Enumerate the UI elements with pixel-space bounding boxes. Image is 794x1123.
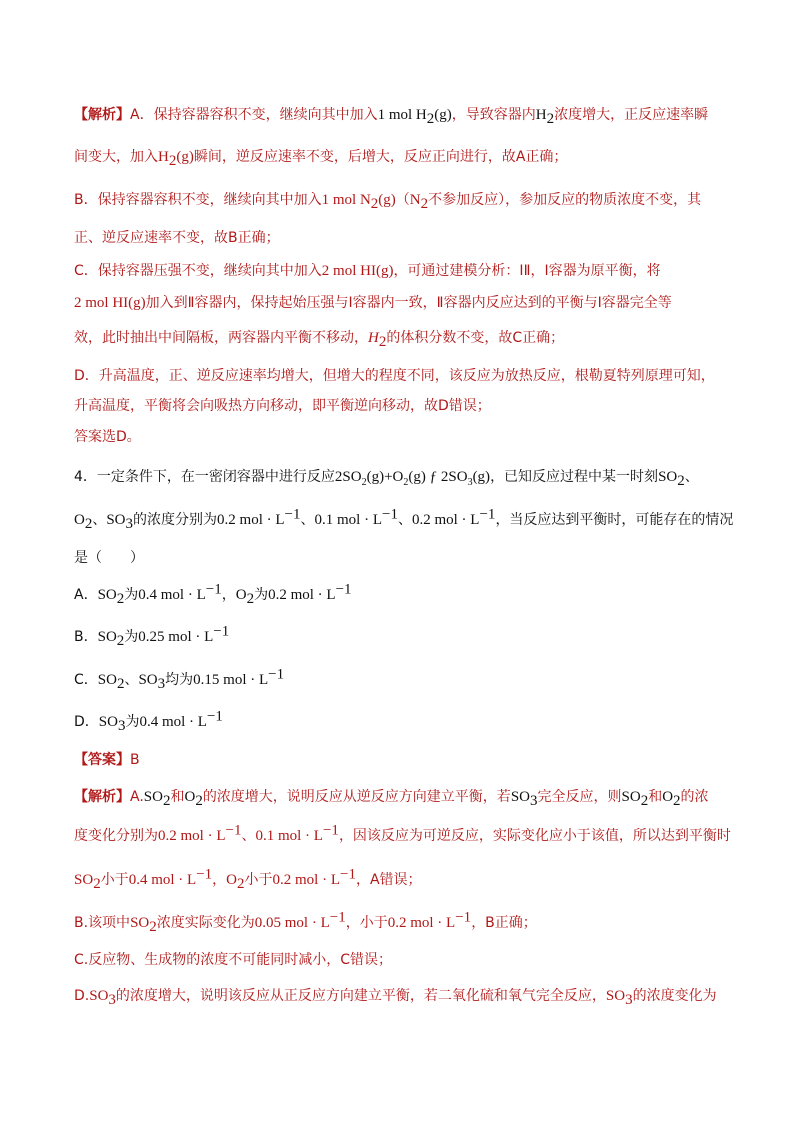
q3-analysis-line-5: C．保持容器压强不变，继续向其中加入2 mol HI(g)，可通过建模分析：ⅠⅡ，Ⅰ容器为原平衡，将: [74, 263, 661, 279]
q3-analysis-line-7: 效，此时抽出中间隔板，两容器内平衡不移动，$H_2$的体积分数不变，故C正确；: [74, 330, 565, 350]
q3-analysis-line-10: 答案选D。: [74, 429, 141, 445]
q4-stem-line-2: $O_2$、$SO_3$的浓度分别为0.2 mol · $L^{-1}$、0.1 mol · $L^{-1}$、0.2 mol · $L^{-1}$，当反应达到平衡时，可能存在的情况: [74, 506, 734, 532]
q4-option-b: B．$SO_2$为0.25 mol · $L^{-1}$: [74, 623, 230, 649]
q3-analysis-line-9: 升高温度，平衡将会向吸热方向移动，即平衡逆向移动，故D错误；: [74, 398, 491, 414]
q4-option-a: A．$SO_2$为0.4 mol · $L^{-1}$，$O_2$为0.2 mol · $L^{-1}$: [74, 581, 352, 607]
q3-analysis-line-4: 正、逆反应速率不变，故B正确；: [74, 230, 280, 246]
q4-analysis-line-2: 度变化分别为0.2 mol · $L^{-1}$、0.1 mol · $L^{-1}$，因该反应为可逆反应，实际变化应小于该值，所以达到平衡时: [74, 822, 731, 844]
reaction-equation: $2SO_2(g)+O_2(g)$ ƒ $2SO_3(g)$: [334, 469, 491, 488]
q4-analysis-line-6: $D.SO_3$的浓度增大，说明该反应从正反应方向建立平衡，若二氧化硫和氧气完全反应，$SO_3$的浓度变化为: [74, 988, 717, 1008]
q4-option-c: C．$SO_2$、$SO_3$均为0.15 mol · $L^{-1}$: [74, 666, 285, 692]
q4-analysis-line-1: 【解析】$A.SO_2$和$O_2$的浓度增大，说明反应从逆反应方向建立平衡，若$SO_3$完全反应，则$SO_2$和$O_2$的浓: [74, 789, 709, 809]
q3-analysis-line-3: B．保持容器容积不变，继续向其中加入1 mol $N_2(g)(N_2$不参加反应），参加反应的物质浓度不变，其: [74, 192, 702, 212]
q3-analysis-line-6: 2 mol HI(g)加入到Ⅱ容器内，保持起始压强与Ⅰ容器内一致，Ⅱ容器内反应达到的平衡与Ⅰ容器完全等: [74, 295, 672, 311]
q4-stem-line-3: 是（ ）: [74, 550, 144, 566]
q4-answer: [74, 750, 140, 770]
q3-analysis-line-2: 间变大，加入$H_2(g)$瞬间，逆反应速率不变，后增大，反应正向进行，故A正确；: [74, 149, 568, 169]
q4-analysis-line-5: C.反应物、生成物的浓度不可能同时减小，C错误；: [74, 952, 392, 968]
answer-value: B: [130, 752, 140, 768]
answer-tag: 【答案】: [74, 752, 130, 768]
q4-stem-line-1: 4．一定条件下，在一密闭容器中进行反应$2SO_2(g)+O_2(g)$ ƒ $2SO_3(g)$，已知反应过程中某一时刻$SO_2$、: [74, 469, 699, 489]
q4-analysis-line-4: B.该项中$SO_2$浓度实际变化为0.05 mol · $L^{-1}$，小于0.2 mol · $L^{-1}$，B正确；: [74, 909, 537, 935]
analysis-tag: 【解析】: [74, 107, 130, 123]
q4-option-d: D．$SO_3$为0.4 mol · $L^{-1}$: [74, 708, 223, 734]
q4-analysis-line-3: $SO_2$小于0.4 mol · $L^{-1}$，$O_2$小于0.2 mol · $L^{-1}$，A错误；: [74, 866, 422, 892]
q3-analysis-line-1: 【解析】A．保持容器容积不变，继续向其中加入1 mol $H_2(g)$，导致容器内$H_2$浓度增大，正反应速率瞬: [74, 107, 709, 127]
q3-analysis-line-8: D．升高温度，正、逆反应速率均增大，但增大的程度不同，该反应为放热反应，根勒夏特列原理可知，: [74, 368, 715, 384]
